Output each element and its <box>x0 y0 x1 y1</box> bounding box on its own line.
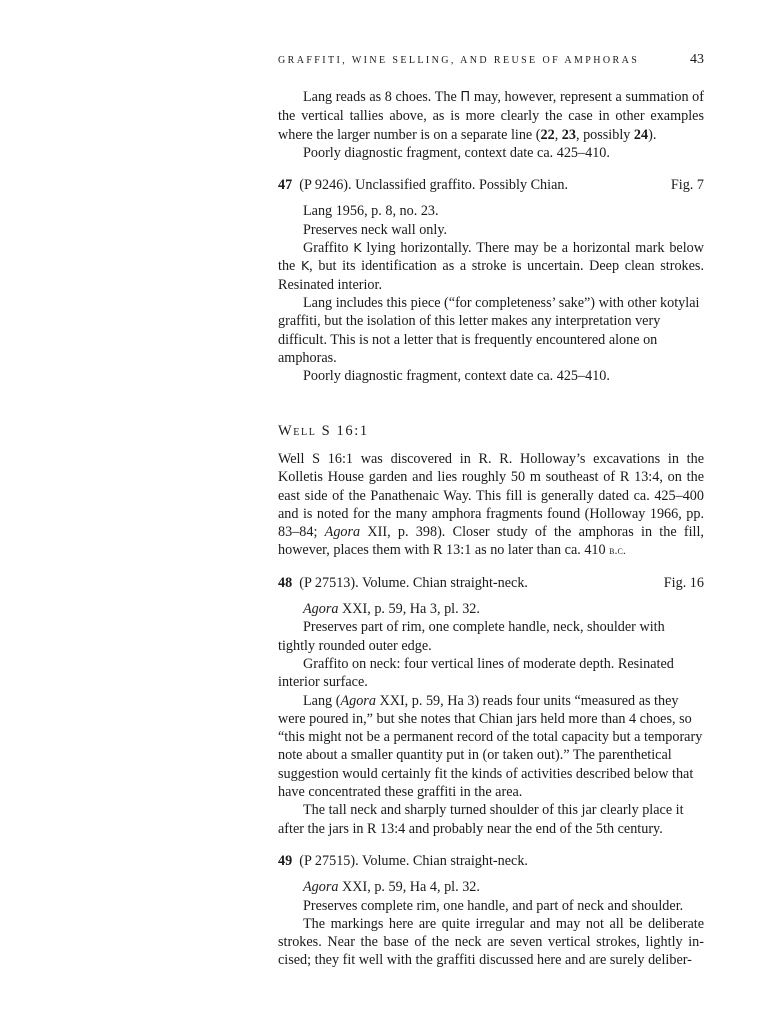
running-title: GRAFFITI, WINE SELLING, AND REUSE OF AMPHORAS <box>278 55 640 66</box>
cross-reference: 23 <box>561 126 576 143</box>
entry-description: (P 27515). Volume. Chian straight-neck. <box>299 852 528 869</box>
paragraph: Graffito K lying horizontally. There may be a horizontal mark below the K, but its identification as a stroke is uncertain. Deep clean strokes. Resinated interior. <box>278 240 704 293</box>
entry-heading-47 <box>278 176 704 194</box>
running-head <box>278 52 704 70</box>
paragraph: Preserves complete rim, one handle, and part of neck and shoulder. <box>303 897 684 914</box>
paragraph: Lang reads as 8 choes. The Π may, however, represent a summation of the vertical tallies above, as is more clearly the case in other examples where the larger number is on a separate line (22, 23, possibly 24). <box>278 89 704 143</box>
entry-description: (P 9246). Unclassified graffito. Possibly Chian. <box>299 177 569 194</box>
cross-reference: 24 <box>633 126 649 143</box>
paragraph: Preserves part of rim, one complete handle, neck, shoulder with tightly rounded outer edge. <box>278 619 665 654</box>
entry-heading-48 <box>278 574 704 592</box>
paragraph: Lang includes this piece (“for completeness’ sake”) with other kotylai graffiti, but the isolation of this letter makes any interpretation very difficult. This is not a letter that is frequently encountered alone on amphoras. <box>278 294 700 366</box>
page-number: 43 <box>690 52 704 67</box>
paragraph: The tall neck and sharply turned shoulder of this jar clearly place it after the jars in R 13:4 and probably near the end of the 5th century. <box>278 802 684 837</box>
paragraph: Poorly diagnostic fragment, context date ca. 425–410. <box>303 368 610 385</box>
paragraph: Well S 16:1 was discovered in R. R. Holloway’s excavations in the Kolletis House garden and lies roughly 50 m southeast of R 13:4, on the east side of the Panathenaic Way. This fill is generally dated ca. 425–400 and is noted for the many amphora fragments found (Holloway 1966, pp. 83–84; Agora XII, p. 398). Closer study of the amphoras in the fill, however, places them with R 13:1 as no later than ca. 410 b.c. <box>278 451 704 559</box>
entry-number: 48 <box>278 574 293 591</box>
entry-46-continuation <box>278 88 704 385</box>
entry-heading-49 <box>278 852 704 870</box>
paragraph: Lang (Agora XXI, p. 59, Ha 3) reads four units “measured as they were poured in,” but she notes that Chian jars held more than 4 choes, so “this might not be a permanent record of the total capacity but a temporary note about a smaller quantity put in (or taken out).” The parenthetical suggestion would certainly fit the kinds of activities described below that have concentrated these graffiti in the area. <box>278 692 703 801</box>
paragraph: Lang 1956, p. 8, no. 23. <box>303 203 439 220</box>
greek-letter-kappa: K <box>300 258 310 274</box>
journal-title: Agora <box>324 524 361 541</box>
paragraph: Agora XXI, p. 59, Ha 3, pl. 32. <box>303 601 480 618</box>
greek-letter-pi: Π <box>460 90 471 105</box>
entry-number: 49 <box>278 852 293 869</box>
cross-reference: 22 <box>540 126 555 143</box>
greek-letter-kappa: K <box>353 240 362 256</box>
entry-description: (P 27513). Volume. Chian straight-neck. <box>299 574 528 591</box>
paragraph: Graffito on neck: four vertical lines of moderate depth. Resinated interior surface. <box>278 655 674 691</box>
paragraph: Preserves neck wall only. <box>303 221 448 238</box>
section-heading: Well S 16:1 <box>278 423 369 439</box>
paragraph: The markings here are quite irregular and may not all be deliberate strokes. Near the base of the neck are seven vertical strokes, lightly incised; they fit well with the graffiti discussed here and are surely deliber- <box>278 915 704 969</box>
figure-reference: Fig. 16 <box>663 574 704 591</box>
paragraph: Agora XXI, p. 59, Ha 4, pl. 32. <box>303 879 480 896</box>
paragraph: Poorly diagnostic fragment, context date ca. 425–410. <box>303 144 610 161</box>
entry-number: 47 <box>278 177 293 194</box>
section-well-s-16-1 <box>278 420 704 970</box>
figure-reference: Fig. 7 <box>670 177 704 194</box>
